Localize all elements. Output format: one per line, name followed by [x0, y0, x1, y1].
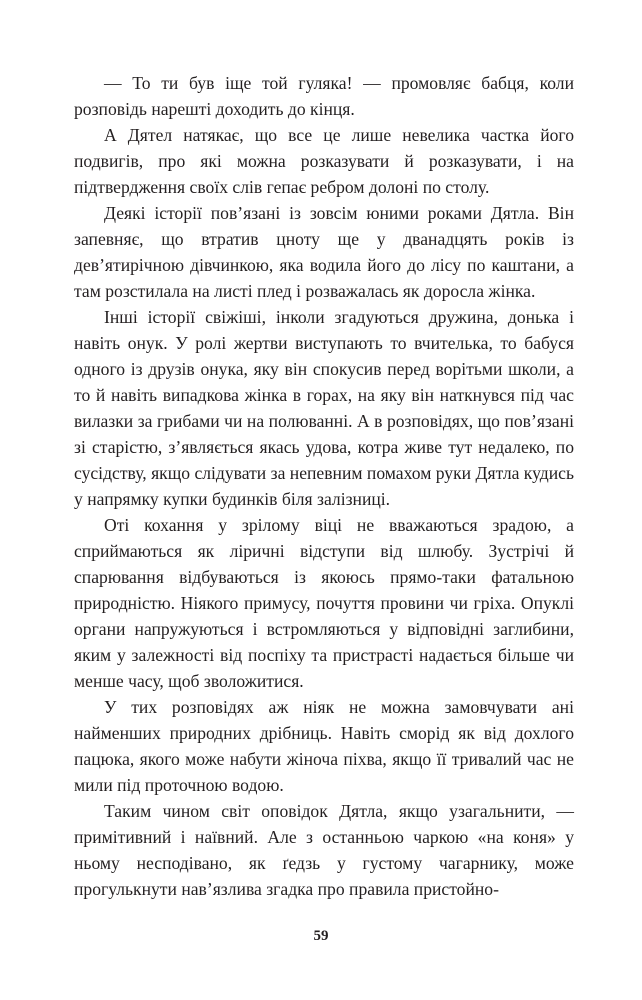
- paragraph-2: А Дятел натякає, що все це лише невелика частка його подвигів, про які можна розказувати й розказувати, і на підтвердження своїх слів гепає ребром долоні по столу.: [74, 125, 574, 197]
- paragraph-7: Таким чином світ оповідок Дятла, якщо узагальнити, — примітивний і наївний. Але з останньою чаркою «на коня» у ньому несподівано, як ґедзь у густому чагарнику, може прогулькнути нав’язлива згадка про правила пристойно-: [74, 801, 574, 899]
- paragraph-3: Деякі історії пов’язані із зовсім юними роками Дятла. Він запевняє, що втратив цноту ще у дванадцять років із дев’ятирічною дівчинкою, яка водила його до лісу по каштани, а там розстилала на листі плед і розважалась як доросла жінка.: [74, 203, 574, 301]
- paragraph-6: У тих розповідях аж ніяк не можна замовчувати ані найменших природних дрібниць. Навіть сморід як від дохлого пацюка, якого може набути жіноча піхва, якщо її тривалий час не мили під проточною водою.: [74, 697, 574, 795]
- paragraph-4: Інші історії свіжіші, інколи згадуються дружина, донька і навіть онук. У ролі жертви виступають то вчителька, то бабуся одного із друзів онука, яку він спокусив перед ворітьми школи, а то й навіть випадкова жінка в горах, на яку він наткнувся під час вилазки за грибами чи на полюванні. А в розповідях, що пов’язані зі старістю, з’являється якась удова, котра живе тут недалеко, по сусідству, якщо слідувати за непевним помахом руки Дятла кудись у напрямку купки будинків біля залізниці.: [74, 307, 574, 509]
- page-number: 59: [313, 928, 329, 944]
- paragraph-5: Оті кохання у зрілому віці не вважаються зрадою, а сприймаються як ліричні відступи від шлюбу. Зустрічі й спарювання відбуваються із якоюсь прямо-таки фатальною природністю. Ніякого примусу, почуття провини чи гріха. Опуклі органи напружуються і встромляються у відповідні заглибини, яким у залежності від поспіху та пристрасті надається більше чи менше часу, щоб зволожитися.: [74, 515, 574, 691]
- body-text: [74, 70, 574, 902]
- paragraph-1: — То ти був іще той гуляка! — промовляє бабця, коли розповідь нарешті доходить до кінця.: [74, 73, 574, 119]
